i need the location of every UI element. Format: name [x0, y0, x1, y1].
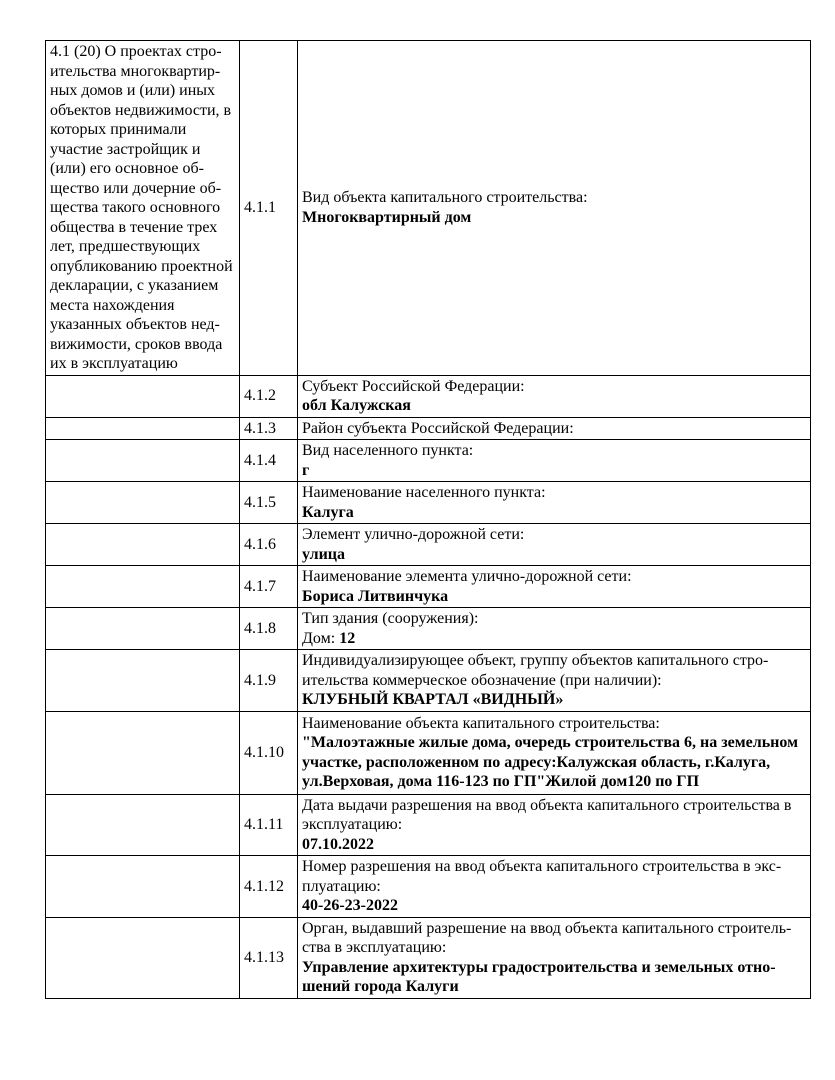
field-cell [298, 794, 811, 856]
table-row [46, 375, 811, 417]
table-row [46, 41, 811, 376]
field-label: Тип здания (сооружения): [302, 610, 479, 627]
row-code: 4.1.3 [240, 417, 298, 440]
field-value: КЛУБНЫЙ КВАРТАЛ «ВИДНЫЙ» [302, 691, 564, 708]
field-value: Управление архитектуры градостроительства и земельных отношений города Калуги [302, 958, 776, 995]
table-row [46, 608, 811, 650]
field-cell [298, 566, 811, 608]
empty-cell [46, 856, 240, 918]
field-value: "Малоэтажные жилые дома, очередь строительства 6, на земельном участке, расположенном по адресу:Калужская область, г.Калуга, ул.Верховая, дома 116-123 по ГП"Жилой дом120 по ГП [302, 734, 798, 790]
section-description-cell: 4.1 (20) О проектах строительства многоквартирных домов и (или) иных объектов недвижимости, в которых принимали участие застройщик и (или) его основное общество или дочерние общества такого основного общества в течение трех лет, предшествующих опубликованию проектной декларации, с указанием места нахождения указанных объектов недвижимости, сроков ввода их в эксплуатацию [46, 41, 240, 376]
field-value: 12 [339, 629, 356, 647]
field-label: Индивидуализирующее объект, группу объектов капитального строительства коммерческое обозначение (при наличии): [302, 652, 769, 689]
field-cell [298, 482, 811, 524]
field-cell [298, 856, 811, 918]
empty-cell [46, 794, 240, 856]
field-cell [298, 440, 811, 482]
row-code: 4.1.5 [240, 482, 298, 524]
empty-cell [46, 482, 240, 524]
empty-cell [46, 650, 240, 712]
table-row [46, 524, 811, 566]
empty-cell [46, 440, 240, 482]
field-value: обл Калужская [302, 397, 411, 414]
field-label: Дата выдачи разрешения на ввод объекта капитального строительства в эксплуатацию: [302, 796, 792, 833]
empty-cell [46, 608, 240, 650]
empty-cell [46, 524, 240, 566]
row-code: 4.1.8 [240, 608, 298, 650]
row-code: 4.1.11 [240, 794, 298, 856]
field-label: Номер разрешения на ввод объекта капитального строительства в эксплуатацию: [302, 858, 782, 895]
table-row [46, 440, 811, 482]
field-label: Вид объекта капитального строительства: [302, 189, 588, 207]
row-code: 4.1.7 [240, 566, 298, 608]
field-label: Наименование элемента улично-дорожной сети: [302, 568, 632, 585]
field-label: Район субъекта Российской Федерации: [302, 419, 574, 437]
table-row [46, 482, 811, 524]
field-value: Бориса Литвинчука [302, 587, 449, 605]
field-cell [298, 917, 811, 998]
row-code: 4.1.10 [240, 711, 298, 794]
field-label: Орган, выдавший разрешение на ввод объекта капитального строительства в эксплуатацию: [302, 919, 792, 956]
field-label: Вид населенного пункта: [302, 442, 474, 459]
field-cell [298, 608, 811, 650]
empty-cell [46, 917, 240, 998]
field-label: Субъект Российской Федерации: [302, 377, 525, 395]
empty-cell [46, 566, 240, 608]
row-code: 4.1.13 [240, 917, 298, 998]
field-cell [298, 711, 811, 794]
field-cell [298, 375, 811, 417]
field-cell [298, 417, 811, 440]
empty-cell [46, 375, 240, 417]
field-value: Калуга [302, 503, 354, 521]
field-label: Элемент улично-дорожной сети: [302, 526, 525, 543]
empty-cell [46, 711, 240, 794]
field-value-prefix: Дом: [302, 629, 340, 647]
row-code: 4.1.12 [240, 856, 298, 918]
field-cell [298, 650, 811, 712]
row-code: 4.1.9 [240, 650, 298, 712]
table-row [46, 794, 811, 856]
field-value-line [302, 629, 807, 649]
table-row [46, 711, 811, 794]
field-value: улица [302, 545, 346, 563]
row-code: 4.1.4 [240, 440, 298, 482]
table-row [46, 856, 811, 918]
field-value: 07.10.2022 [302, 835, 374, 853]
field-cell [298, 524, 811, 566]
field-cell [298, 41, 811, 376]
field-value: Многоквартирный дом [302, 208, 472, 226]
table-row [46, 650, 811, 712]
table-row [46, 566, 811, 608]
empty-cell [46, 417, 240, 440]
row-code: 4.1.2 [240, 375, 298, 417]
field-value: 40-26-23-2022 [302, 897, 398, 914]
project-declaration-table [45, 40, 811, 999]
field-label: Наименование населенного пункта: [302, 484, 546, 501]
row-code: 4.1.1 [240, 41, 298, 376]
field-value: г [302, 461, 310, 479]
row-code: 4.1.6 [240, 524, 298, 566]
table-row [46, 417, 811, 440]
table-row [46, 917, 811, 998]
field-label: Наименование объекта капитального строительства: [302, 714, 660, 732]
